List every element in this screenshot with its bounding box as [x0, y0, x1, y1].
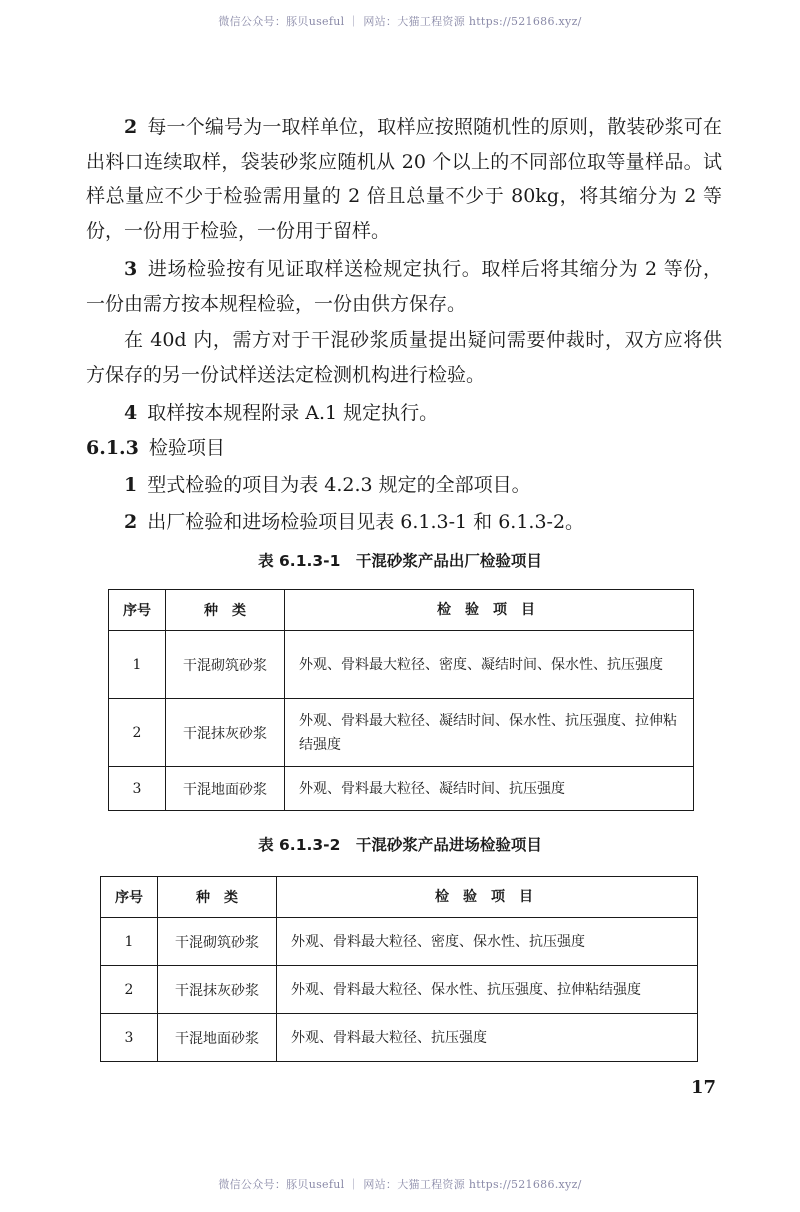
- factory-inspection-table: [108, 589, 694, 811]
- table2-caption: 表 6.1.3-2 干混砂浆产品进场检验项目: [258, 836, 542, 854]
- paragraph-text: 在 40d 内，需方对于干混砂浆质量提出疑问需要仲裁时，双方应将供方保存的另一份试样送法定检测机构进行检验。: [86, 329, 722, 386]
- item-sampling-appendix: [124, 398, 438, 428]
- header-no: 序号: [101, 877, 158, 918]
- cell-no: 1: [101, 918, 158, 966]
- item-number: 3: [124, 258, 138, 280]
- table1-caption: 表 6.1.3-1 干混砂浆产品出厂检验项目: [258, 552, 542, 570]
- header-kind: 种 类: [166, 590, 285, 631]
- cell-no: 2: [101, 966, 158, 1014]
- cell-kind: 干混砌筑砂浆: [158, 918, 277, 966]
- table-row: [109, 699, 694, 767]
- header-items: 检 验 项 目: [277, 877, 698, 918]
- item-text: 取样按本规程附录 A.1 规定执行。: [147, 402, 439, 424]
- cell-kind: 干混砌筑砂浆: [166, 631, 285, 699]
- paragraph-text: 进场检验按有见证取样送检规定执行。取样后将其缩分为 2 等份，一份由需方按本规程检验，一份由供方保存。: [86, 258, 722, 315]
- cell-kind: 干混抹灰砂浆: [166, 699, 285, 767]
- item-number: 2: [124, 511, 138, 533]
- cell-no: 3: [109, 767, 166, 811]
- header-no: 序号: [109, 590, 166, 631]
- item-number: 1: [124, 474, 138, 496]
- cell-items: 外观、骨料最大粒径、凝结时间、抗压强度: [285, 767, 694, 811]
- table-header-row: [109, 590, 694, 631]
- watermark-bottom: 微信公众号：豚贝useful ｜ 网站：大猫工程资源 https://521686.xyz/: [218, 1178, 582, 1191]
- paragraph-sampling-unit: [86, 110, 722, 248]
- section-heading: [86, 433, 225, 463]
- cell-kind: 干混地面砂浆: [158, 1014, 277, 1062]
- table-row: [109, 767, 694, 811]
- table-row: [101, 1014, 698, 1062]
- item-number: 4: [124, 402, 138, 424]
- page-number: 17: [691, 1077, 717, 1098]
- cell-items: 外观、骨料最大粒径、凝结时间、保水性、抗压强度、拉伸粘结强度: [285, 699, 694, 767]
- cell-items: 外观、骨料最大粒径、保水性、抗压强度、拉伸粘结强度: [277, 966, 698, 1014]
- item-number: 2: [124, 116, 138, 138]
- header-items: 检 验 项 目: [285, 590, 694, 631]
- cell-no: 3: [101, 1014, 158, 1062]
- header-kind: 种 类: [158, 877, 277, 918]
- cell-no: 2: [109, 699, 166, 767]
- paragraph-text: 每一个编号为一取样单位，取样应按照随机性的原则，散装砂浆可在出料口连续取样，袋装砂浆应随机从 20 个以上的不同部位取等量样品。试样总量应不少于检验需用量的 2 倍且总量不少于 80kg，将其缩分为 2 等份，一份用于检验，一份用于留样。: [86, 116, 722, 242]
- table-row: [109, 631, 694, 699]
- paragraph-arbitration: [86, 323, 722, 392]
- cell-items: 外观、骨料最大粒径、密度、凝结时间、保水性、抗压强度: [285, 631, 694, 699]
- cell-no: 1: [109, 631, 166, 699]
- section-number: 6.1.3: [86, 437, 139, 459]
- site-inspection-table: [100, 876, 698, 1062]
- cell-items: 外观、骨料最大粒径、密度、保水性、抗压强度: [277, 918, 698, 966]
- item-text: 出厂检验和进场检验项目见表 6.1.3-1 和 6.1.3-2。: [147, 511, 585, 533]
- cell-items: 外观、骨料最大粒径、抗压强度: [277, 1014, 698, 1062]
- table-header-row: [101, 877, 698, 918]
- watermark-top: 微信公众号：豚贝useful ｜ 网站：大猫工程资源 https://521686.xyz/: [218, 15, 582, 28]
- table-row: [101, 966, 698, 1014]
- cell-kind: 干混地面砂浆: [166, 767, 285, 811]
- section-title: 检验项目: [148, 437, 225, 459]
- cell-kind: 干混抹灰砂浆: [158, 966, 277, 1014]
- item-text: 型式检验的项目为表 4.2.3 规定的全部项目。: [147, 474, 531, 496]
- item-type-test: [124, 470, 531, 500]
- table-row: [101, 918, 698, 966]
- item-factory-site-test: [124, 507, 584, 537]
- paragraph-site-inspection: [86, 252, 722, 321]
